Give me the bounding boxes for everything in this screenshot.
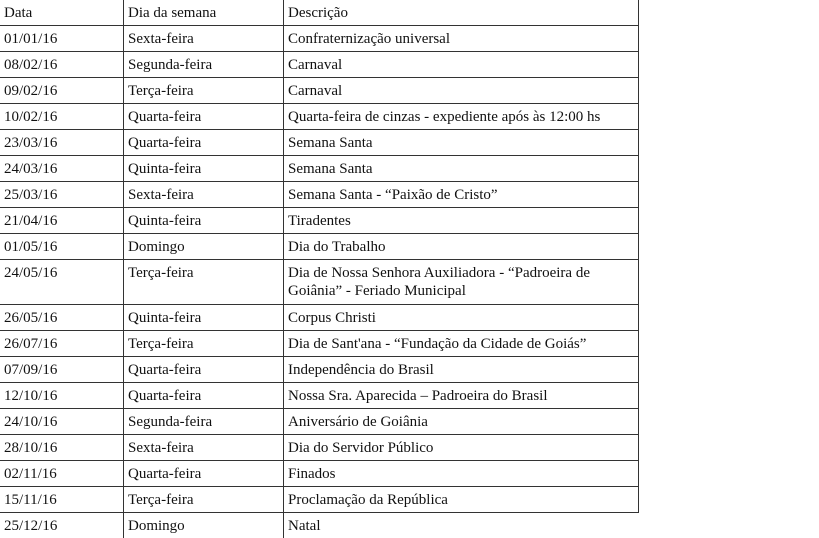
cell-weekday: Segunda-feira [124,52,284,78]
cell-weekday: Sexta-feira [124,26,284,52]
table-row [0,26,639,52]
cell-date: 09/02/16 [0,78,124,104]
table-row [0,409,639,435]
cell-weekday: Quarta-feira [124,357,284,383]
cell-weekday: Quinta-feira [124,156,284,182]
cell-description: Semana Santa - “Paixão de Cristo” [284,182,639,208]
cell-date: 07/09/16 [0,357,124,383]
cell-description: Nossa Sra. Aparecida – Padroeira do Brasil [284,383,639,409]
cell-date: 08/02/16 [0,52,124,78]
table-row [0,52,639,78]
cell-date: 24/03/16 [0,156,124,182]
table-header-row [0,0,639,26]
table-row [0,357,639,383]
table-row [0,305,639,331]
header-weekday: Dia da semana [124,0,284,26]
cell-description: Semana Santa [284,130,639,156]
cell-description: Quarta-feira de cinzas - expediente após às 12:00 hs [284,104,639,130]
cell-date: 10/02/16 [0,104,124,130]
cell-date: 28/10/16 [0,435,124,461]
cell-weekday: Domingo [124,234,284,260]
table-row [0,104,639,130]
cell-date: 12/10/16 [0,383,124,409]
table-row [0,208,639,234]
cell-weekday: Quinta-feira [124,305,284,331]
cell-weekday: Quarta-feira [124,104,284,130]
cell-weekday: Sexta-feira [124,182,284,208]
table-row [0,461,639,487]
cell-description: Independência do Brasil [284,357,639,383]
cell-date: 01/01/16 [0,26,124,52]
cell-description: Aniversário de Goiânia [284,409,639,435]
cell-weekday: Segunda-feira [124,409,284,435]
cell-weekday: Quarta-feira [124,383,284,409]
cell-date: 24/10/16 [0,409,124,435]
cell-description: Corpus Christi [284,305,639,331]
table-row [0,130,639,156]
cell-weekday: Quarta-feira [124,461,284,487]
table-row [0,513,639,538]
cell-description: Carnaval [284,78,639,104]
cell-weekday: Terça-feira [124,331,284,357]
cell-weekday: Terça-feira [124,260,284,305]
cell-date: 15/11/16 [0,487,124,513]
cell-description: Proclamação da República [284,487,639,513]
cell-date: 02/11/16 [0,461,124,487]
cell-date: 26/05/16 [0,305,124,331]
cell-date: 01/05/16 [0,234,124,260]
cell-weekday: Quinta-feira [124,208,284,234]
cell-date: 23/03/16 [0,130,124,156]
cell-description: Dia de Nossa Senhora Auxiliadora - “Padroeira de Goiânia” - Feriado Municipal [284,260,639,305]
cell-date: 21/04/16 [0,208,124,234]
cell-description: Semana Santa [284,156,639,182]
cell-description: Dia de Sant'ana - “Fundação da Cidade de Goiás” [284,331,639,357]
cell-weekday: Quarta-feira [124,130,284,156]
table-row [0,234,639,260]
cell-description: Dia do Servidor Público [284,435,639,461]
cell-description: Natal [284,513,639,538]
table-row [0,331,639,357]
cell-weekday: Terça-feira [124,487,284,513]
cell-description: Carnaval [284,52,639,78]
cell-weekday: Sexta-feira [124,435,284,461]
cell-date: 25/03/16 [0,182,124,208]
table-row [0,487,639,513]
cell-description: Finados [284,461,639,487]
header-date: Data [0,0,124,26]
table-row [0,78,639,104]
header-description: Descrição [284,0,639,26]
cell-description: Tiradentes [284,208,639,234]
cell-date: 25/12/16 [0,513,124,538]
cell-weekday: Terça-feira [124,78,284,104]
table-row [0,156,639,182]
table-row [0,435,639,461]
table-row [0,182,639,208]
table-row [0,260,639,305]
cell-weekday: Domingo [124,513,284,538]
cell-date: 24/05/16 [0,260,124,305]
cell-date: 26/07/16 [0,331,124,357]
cell-description: Dia do Trabalho [284,234,639,260]
table-row [0,383,639,409]
cell-description: Confraternização universal [284,26,639,52]
